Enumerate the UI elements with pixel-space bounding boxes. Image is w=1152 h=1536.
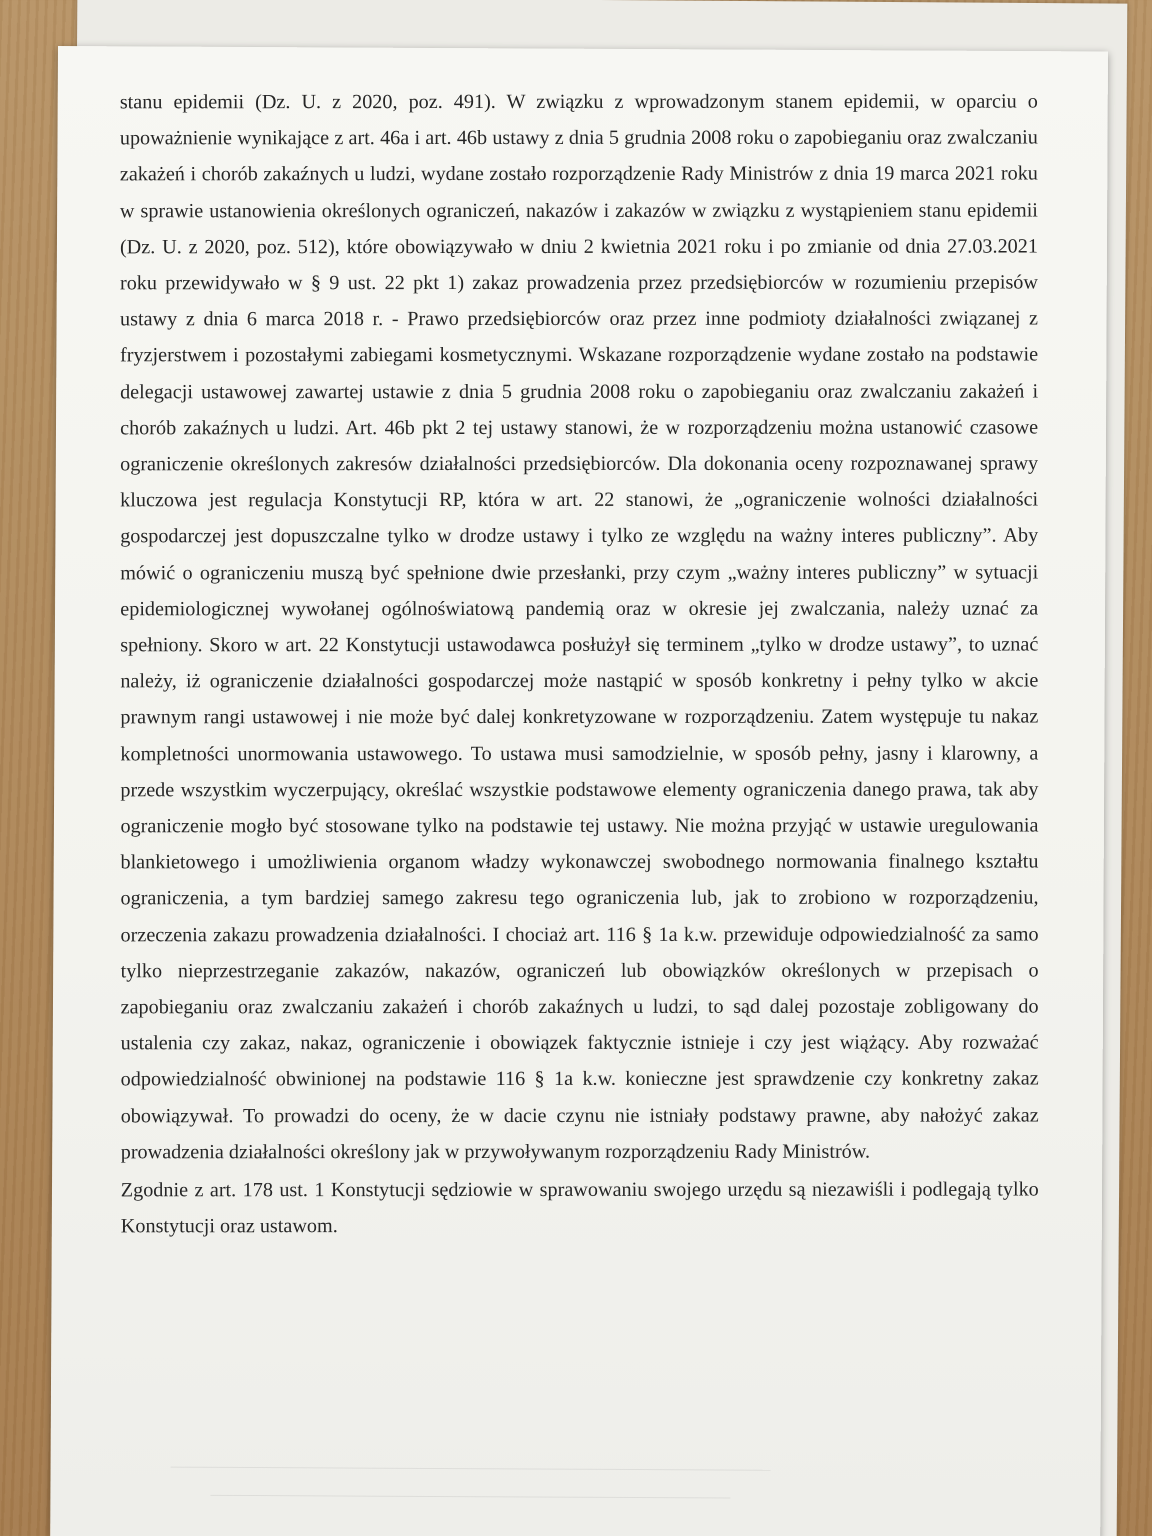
bleed-through-line <box>210 1495 730 1499</box>
bleed-through-line <box>171 1467 771 1471</box>
document-body <box>120 84 1039 1245</box>
paragraph-main: stanu epidemii (Dz. U. z 2020, poz. 491). W związku z wprowadzonym stanem epidemii, w oparciu o upoważnienie wynikające z art. 46a i art. 46b ustawy z dnia 5 grudnia 2008 roku o zapobieganiu oraz zwalczaniu zakażeń i chorób zakaźnych u ludzi, wydane zostało rozporządzenie Rady Ministrów z dnia 19 marca 2021 roku w sprawie ustanowienia określonych ograniczeń, nakazów i zakazów w związku z wystąpieniem stanu epidemii (Dz. U. z 2020, poz. 512), które obowiązywało w dniu 2 kwietnia 2021 roku i po zmianie od dnia 27.03.2021 roku przewidywało w § 9 ust. 22 pkt 1) zakaz prowadzenia przez przedsiębiorców w rozumieniu przepisów ustawy z dnia 6 marca 2018 r. - Prawo przedsiębiorców oraz przez inne podmioty działalności związanej z fryzjerstwem i pozostałymi zabiegami kosmetycznymi. Wskazane rozporządzenie wydane zostało na podstawie delegacji ustawowej zawartej ustawie z dnia 5 grudnia 2008 roku o zapobieganiu oraz zwalczaniu zakażeń i chorób zakaźnych u ludzi. Art. 46b pkt 2 tej ustawy stanowi, że w rozporządzeniu można ustanowić czasowe ograniczenie określonych zakresów działalności przedsiębiorców. Dla dokonania oceny rozpoznawanej sprawy kluczowa jest regulacja Konstytucji RP, która w art. 22 stanowi, że „ograniczenie wolności działalności gospodarczej jest dopuszczalne tylko w drodze ustawy i tylko ze względu na ważny interes publiczny”. Aby mówić o ograniczeniu muszą być spełnione dwie przesłanki, przy czym „ważny interes publiczny” w sytuacji epidemiologicznej wywołanej ogólnoświatową pandemią oraz w okresie jej zwalczania, należy uznać za spełniony. Skoro w art. 22 Konstytucji ustawodawca posłużył się terminem „tylko w drodze ustawy”, to uznać należy, iż ograniczenie działalności gospodarczej może nastąpić w sposób konkretny i pełny tylko w akcie prawnym rangi ustawowej i nie może być dalej konkretyzowane w rozporządzeniu. Zatem występuje tu nakaz kompletności unormowania ustawowego. To ustawa musi samodzielnie, w sposób pełny, jasny i klarowny, a przede wszystkim wyczerpujący, określać wszystkie podstawowe elementy ograniczenia danego prawa, tak aby ograniczenie mogło być stosowane tylko na podstawie tej ustawy. Nie można przyjąć w ustawie uregulowania blankietowego i umożliwienia organom władzy wykonawczej swobodnego normowania finalnego kształtu ograniczenia, a tym bardziej samego zakresu tego ograniczenia lub, jak to zrobiono w rozporządzeniu, orzeczenia zakazu prowadzenia działalności. I chociaż art. 116 § 1a k.w. przewiduje odpowiedzialność za samo tylko nieprzestrzeganie zakazów, nakazów, ograniczeń lub obowiązków określonych w przepisach o zapobieganiu oraz zwalczaniu zakażeń i chorób zakaźnych u ludzi, to sąd dalej pozostaje zobligowany do ustalenia czy zakaz, nakaz, ograniczenie i obowiązek faktycznie istnieje i czy jest wiążący. Aby rozważać odpowiedzialność obwinionej na podstawie 116 § 1a k.w. konieczne jest sprawdzenie czy konkretny zakaz obowiązywał. To prowadzi do oceny, że w dacie czynu nie istniały podstawy prawne, aby nałożyć zakaz prowadzenia działalności określony jak w przywoływanym rozporządzeniu Rady Ministrów. <box>119 90 1039 1164</box>
paragraph-constitution: Zgodnie z art. 178 ust. 1 Konstytucji sędziowie w sprawowaniu swojego urzędu są niezawiśli i podlegają tylko Konstytucji oraz ustawom. <box>120 1178 1039 1238</box>
document-page <box>50 46 1108 1536</box>
